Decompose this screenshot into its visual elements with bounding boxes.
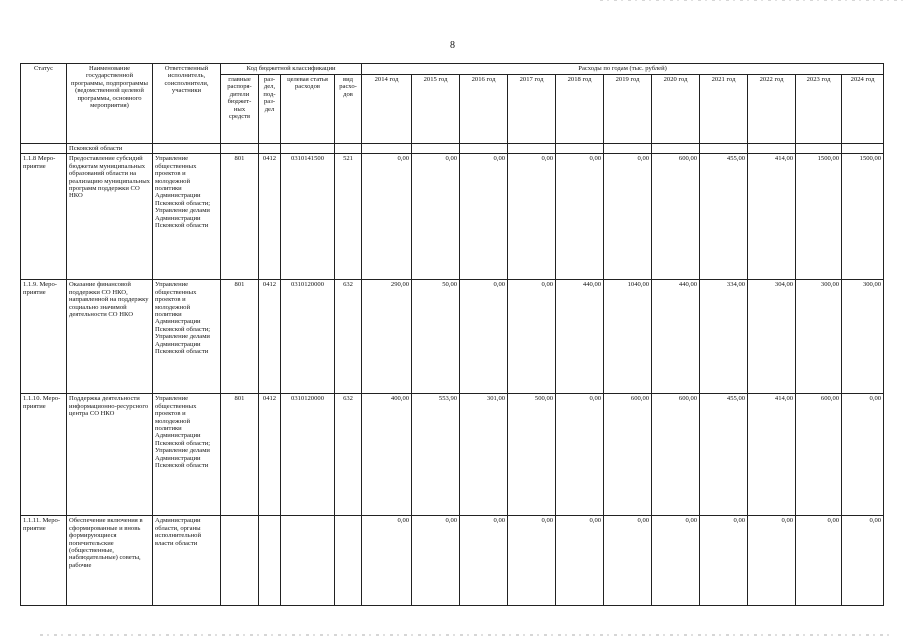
row-kind: 521 <box>335 154 362 280</box>
table-row <box>21 154 884 280</box>
header-name: Наименование государственной программы, подпрограммы (ведомственной целевой программы, основного мероприятия) <box>67 64 153 144</box>
header-budget-col: вид расхо-дов <box>335 75 362 144</box>
row-year-value: 600,00 <box>652 394 700 516</box>
row-responsible: Управление общественных проектов и молодежной политики Администрации Псковской области; Управление делами Администрации Псковской области <box>153 280 221 394</box>
row-year-value: 500,00 <box>508 394 556 516</box>
row-year-value: 440,00 <box>652 280 700 394</box>
row-responsible: Управление общественных проектов и молодежной политики Администрации Псковской области; Управление делами Администрации Псковской области <box>153 394 221 516</box>
header-year: 2018 год <box>556 75 604 144</box>
row-year-value: 0,00 <box>362 154 412 280</box>
row-target <box>281 516 335 606</box>
row-year-value: 600,00 <box>652 154 700 280</box>
row-status: 1.1.10. Меро-приятие <box>21 394 67 516</box>
carryover-row <box>21 144 884 154</box>
row-kind: 632 <box>335 394 362 516</box>
row-name: Поддержка деятельности информационно-ресурсного центра СО НКО <box>67 394 153 516</box>
row-name: Оказание финансовой поддержки СО НКО, направленной на поддержку социально значимой деятельности СО НКО <box>67 280 153 394</box>
row-year-value: 414,00 <box>748 154 796 280</box>
row-year-value: 600,00 <box>796 394 842 516</box>
scan-noise-top <box>600 0 905 1</box>
row-year-value: 334,00 <box>700 280 748 394</box>
row-grbs: 801 <box>221 280 259 394</box>
header-budget-col: главные распоря-дители бюджет-ных средств <box>221 75 259 144</box>
row-year-value: 455,00 <box>700 154 748 280</box>
row-year-value: 440,00 <box>556 280 604 394</box>
row-name: Предоставление субсидий бюджетам муниципальных образований области на реализацию муниципальных программ поддержки СО НКО <box>67 154 153 280</box>
header-year: 2022 год <box>748 75 796 144</box>
row-status: 1.1.11. Меро-приятие <box>21 516 67 606</box>
row-target: 0310120000 <box>281 394 335 516</box>
table-row <box>21 516 884 606</box>
header-budget-code: Код бюджетной классификации <box>221 64 362 75</box>
row-target: 0310141500 <box>281 154 335 280</box>
row-year-value: 0,00 <box>556 516 604 606</box>
header-year: 2023 год <box>796 75 842 144</box>
row-grbs <box>221 516 259 606</box>
row-year-value: 0,00 <box>604 516 652 606</box>
header-year: 2024 год <box>842 75 884 144</box>
row-section: 0412 <box>259 394 281 516</box>
row-section: 0412 <box>259 280 281 394</box>
row-year-value: 0,00 <box>508 154 556 280</box>
row-section <box>259 516 281 606</box>
row-year-value: 0,00 <box>460 280 508 394</box>
row-name: Обеспечение включения в сформированные и вновь формирующиеся попечительские (общественные, наблюдательные) советы, рабочие <box>67 516 153 606</box>
header-budget-col: целевая статья расходов <box>281 75 335 144</box>
carryover-text: Псковской области <box>67 144 153 154</box>
row-status: 1.1.8 Меро-приятие <box>21 154 67 280</box>
row-year-value: 0,00 <box>460 516 508 606</box>
row-grbs: 801 <box>221 394 259 516</box>
row-grbs: 801 <box>221 154 259 280</box>
row-year-value: 0,00 <box>460 154 508 280</box>
header-year: 2019 год <box>604 75 652 144</box>
row-target: 0310120000 <box>281 280 335 394</box>
row-year-value: 600,00 <box>604 394 652 516</box>
header-budget-col: раз-дел, под-раз-дел <box>259 75 281 144</box>
table-row <box>21 394 884 516</box>
table-row <box>21 280 884 394</box>
row-year-value: 414,00 <box>748 394 796 516</box>
row-year-value: 0,00 <box>748 516 796 606</box>
scan-noise-bottom <box>40 634 890 636</box>
row-section: 0412 <box>259 154 281 280</box>
row-responsible: Администрации области, органы исполнительной власти области <box>153 516 221 606</box>
header-expenses: Расходы по годам (тыс. рублей) <box>362 64 884 75</box>
row-year-value: 1040,00 <box>604 280 652 394</box>
row-year-value: 0,00 <box>556 154 604 280</box>
row-year-value: 300,00 <box>796 280 842 394</box>
row-year-value: 50,00 <box>412 280 460 394</box>
header-status: Статус <box>21 64 67 144</box>
header-responsible: Ответственный исполнитель, соисполнители, участники <box>153 64 221 144</box>
row-year-value: 0,00 <box>362 516 412 606</box>
row-year-value: 0,00 <box>652 516 700 606</box>
row-year-value: 1500,00 <box>842 154 884 280</box>
row-responsible: Управление общественных проектов и молодежной политики Администрации Псковской области; Управление делами Администрации Псковской области <box>153 154 221 280</box>
budget-table <box>20 63 884 606</box>
row-year-value: 1500,00 <box>796 154 842 280</box>
row-year-value: 304,00 <box>748 280 796 394</box>
row-year-value: 300,00 <box>842 280 884 394</box>
row-year-value: 301,00 <box>460 394 508 516</box>
row-year-value: 0,00 <box>508 280 556 394</box>
page-number: 8 <box>450 40 455 51</box>
row-kind: 632 <box>335 280 362 394</box>
table-body <box>21 144 884 606</box>
row-year-value: 0,00 <box>412 516 460 606</box>
row-year-value: 0,00 <box>796 516 842 606</box>
row-year-value: 0,00 <box>604 154 652 280</box>
row-year-value: 455,00 <box>700 394 748 516</box>
header-year: 2014 год <box>362 75 412 144</box>
row-year-value: 0,00 <box>842 394 884 516</box>
row-year-value: 553,90 <box>412 394 460 516</box>
row-year-value: 400,00 <box>362 394 412 516</box>
row-year-value: 0,00 <box>508 516 556 606</box>
row-year-value: 0,00 <box>556 394 604 516</box>
header-year: 2017 год <box>508 75 556 144</box>
row-kind <box>335 516 362 606</box>
row-year-value: 0,00 <box>412 154 460 280</box>
header-year: 2015 год <box>412 75 460 144</box>
row-year-value: 290,00 <box>362 280 412 394</box>
row-status: 1.1.9. Меро-приятие <box>21 280 67 394</box>
row-year-value: 0,00 <box>842 516 884 606</box>
header-year: 2021 год <box>700 75 748 144</box>
row-year-value: 0,00 <box>700 516 748 606</box>
header-year: 2016 год <box>460 75 508 144</box>
header-year: 2020 год <box>652 75 700 144</box>
